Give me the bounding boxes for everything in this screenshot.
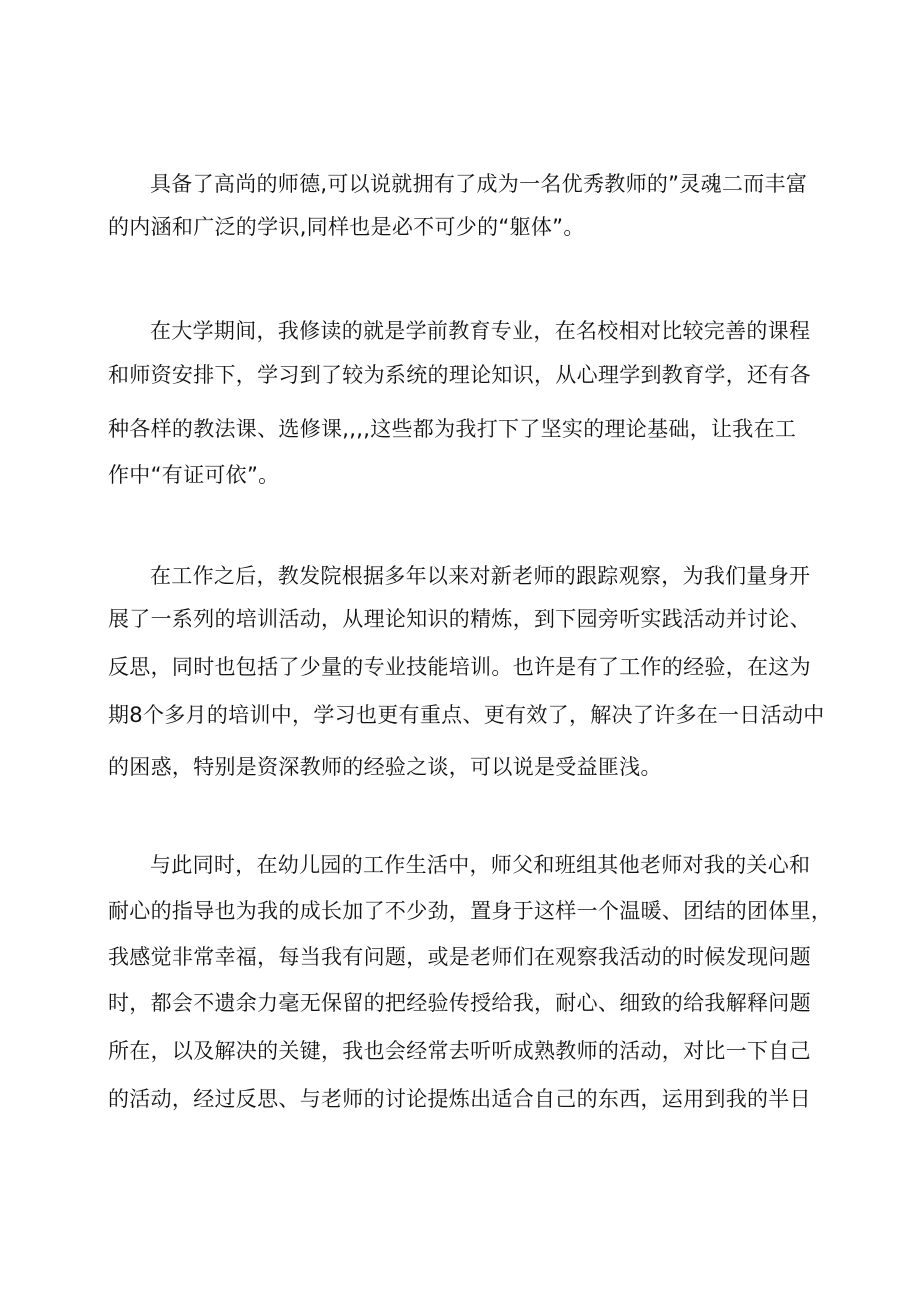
paragraph-4-line-2: 耐心的指导也为我的成长加了不少劲，置身于这样一个温暖、团结的团体里， (108, 899, 833, 923)
paragraph-1-line-2: 的内涵和广泛的学识,同样也是必不可少的“躯体”。 (108, 215, 585, 239)
paragraph-4-line-4: 时，都会不遗余力毫无保留的把经验传授给我，耐心、细致的给我解释问题 (108, 991, 811, 1015)
paragraph-3-line-4: 期8个多月的培训中，学习也更有重点、更有效了，解决了许多在一日活动中 (108, 703, 825, 727)
paragraph-4-line-5: 所在，以及解决的关键，我也会经常去听听成熟教师的活动，对比一下自己 (108, 1039, 811, 1063)
paragraph-3-line-3: 反思，同时也包括了少量的专业技能培训。也许是有了工作的经验，在这为 (108, 655, 811, 679)
paragraph-1-line-1: 具备了高尚的师德,可以说就拥有了成为一名优秀教师的”灵魂二而丰富 (150, 172, 808, 196)
paragraph-3-line-5: 的困惑，特别是资深教师的经验之谈，可以说是受益匪浅。 (108, 755, 662, 779)
paragraph-4-line-1: 与此同时，在幼儿园的工作生活中，师父和班组其他老师对我的关心和 (150, 853, 811, 877)
paragraph-2-line-2: 和师资安排下，学习到了较为系统的理论知识，从心理学到教育学，还有各 (108, 363, 811, 387)
paragraph-3-line-1: 在工作之后，教发院根据多年以来对新老师的跟踪观察，为我们量身开 (150, 564, 811, 588)
paragraph-2-line-4: 作中“有证可依”。 (108, 463, 280, 487)
paragraph-2-line-3: 种各样的教法课、选修课,,,,这些都为我打下了坚实的理论基础，让我在工 (108, 417, 797, 441)
paragraph-4-line-6: 的活动，经过反思、与老师的讨论提炼出适合自己的东西，运用到我的半日 (108, 1087, 811, 1111)
paragraph-2-line-1: 在大学期间，我修读的就是学前教育专业，在名校相对比较完善的课程 (150, 319, 811, 343)
paragraph-3-line-2: 展了一系列的培训活动，从理论知识的精炼，到下园旁听实践活动并讨论、 (108, 607, 811, 631)
paragraph-4-line-3: 我感觉非常幸福，每当我有问题，或是老师们在观察我活动的时候发现问题 (108, 945, 811, 969)
